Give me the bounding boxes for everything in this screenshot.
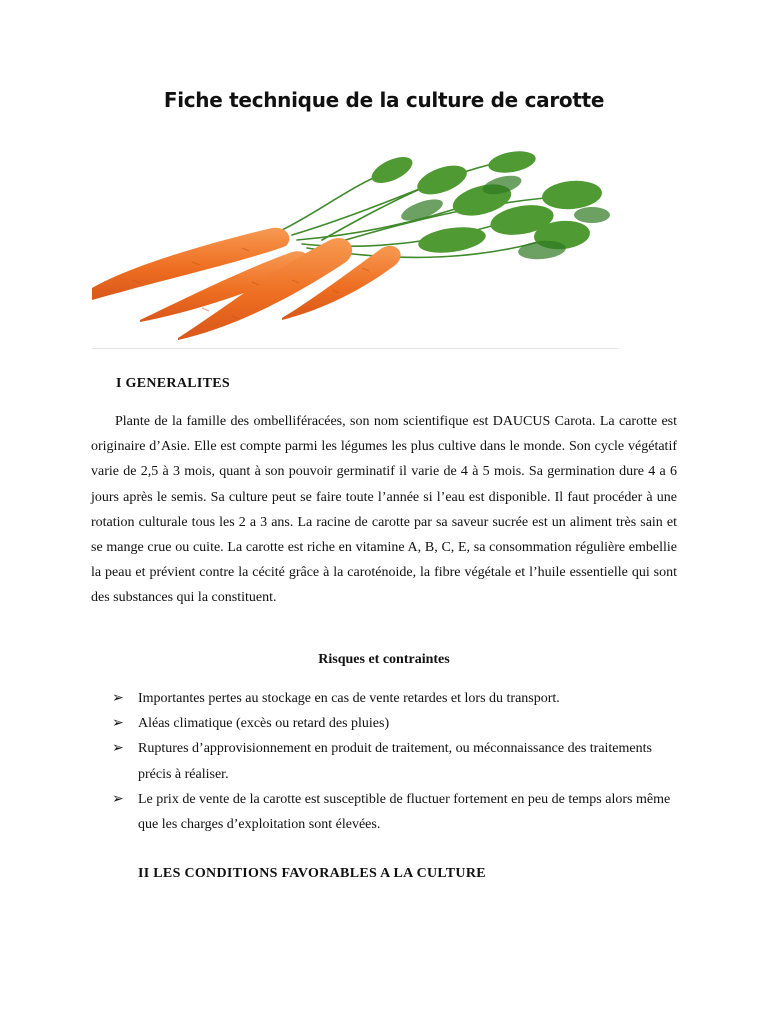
- carrot-bunch-image: [92, 140, 619, 349]
- generalites-text: Plante de la famille des ombelliféracées, son nom scientifique est DAUCUS Carota. La carotte est originaire d’Asie. Elle est compte parmi les légumes les plus cultive dans le monde. Son cycle végétatif varie de 2,5 à 3 mois, quant à son pouvoir germinatif il varie de 4 à 5 mois. Sa germination dure 4 a 6 jours après le semis. Sa culture peut se faire toute l’année si l’eau est disponible. Il faut procéder à une rotation culturale tous les 2 a 3 ans. La racine de carotte par sa saveur sucrée est un aliment très sain et se mange crue ou cuite. La carotte est riche en vitamine A, B, C, E, sa consommation régulière embellie la peau et prévient contre la cécité grâce à la caroténoide, la fibre végétale et l’huile essentielle qui sont des substances qui la constituent.: [91, 414, 677, 606]
- risk-item-text: Le prix de vente de la carotte est susceptible de fluctuer fortement en peu de temps alors même que les charges d’exploitation sont élevées.: [138, 791, 671, 833]
- arrow-bullet-icon: ➢: [112, 716, 124, 732]
- risk-item-text: Ruptures d’approvisionnement en produit de traitement, ou méconnaissance des traitements précis à réaliser.: [138, 741, 652, 782]
- section-heading-conditions: II LES CONDITIONS FAVORABLES A LA CULTURE: [138, 866, 486, 881]
- arrow-bullet-icon: ➢: [112, 691, 124, 706]
- arrow-bullet-icon: ➢: [112, 741, 124, 757]
- generalites-paragraph: [91, 409, 677, 611]
- risks-heading: Risques et contraintes: [318, 652, 450, 667]
- list-item: [112, 787, 672, 837]
- risk-item-text: Importantes pertes au stockage en cas de vente retardes et lors du transport.: [138, 691, 560, 706]
- list-item: [112, 736, 672, 786]
- risk-item-text: Aléas climatique (excès ou retard des pluies): [138, 716, 390, 732]
- list-item: [112, 711, 672, 736]
- risks-list: [112, 686, 672, 837]
- list-item: [112, 686, 672, 711]
- arrow-bullet-icon: ➢: [112, 791, 124, 807]
- section-heading-generalites: I GENERALITES: [116, 376, 230, 391]
- page-title: Fiche technique de la culture de carotte: [163, 88, 605, 112]
